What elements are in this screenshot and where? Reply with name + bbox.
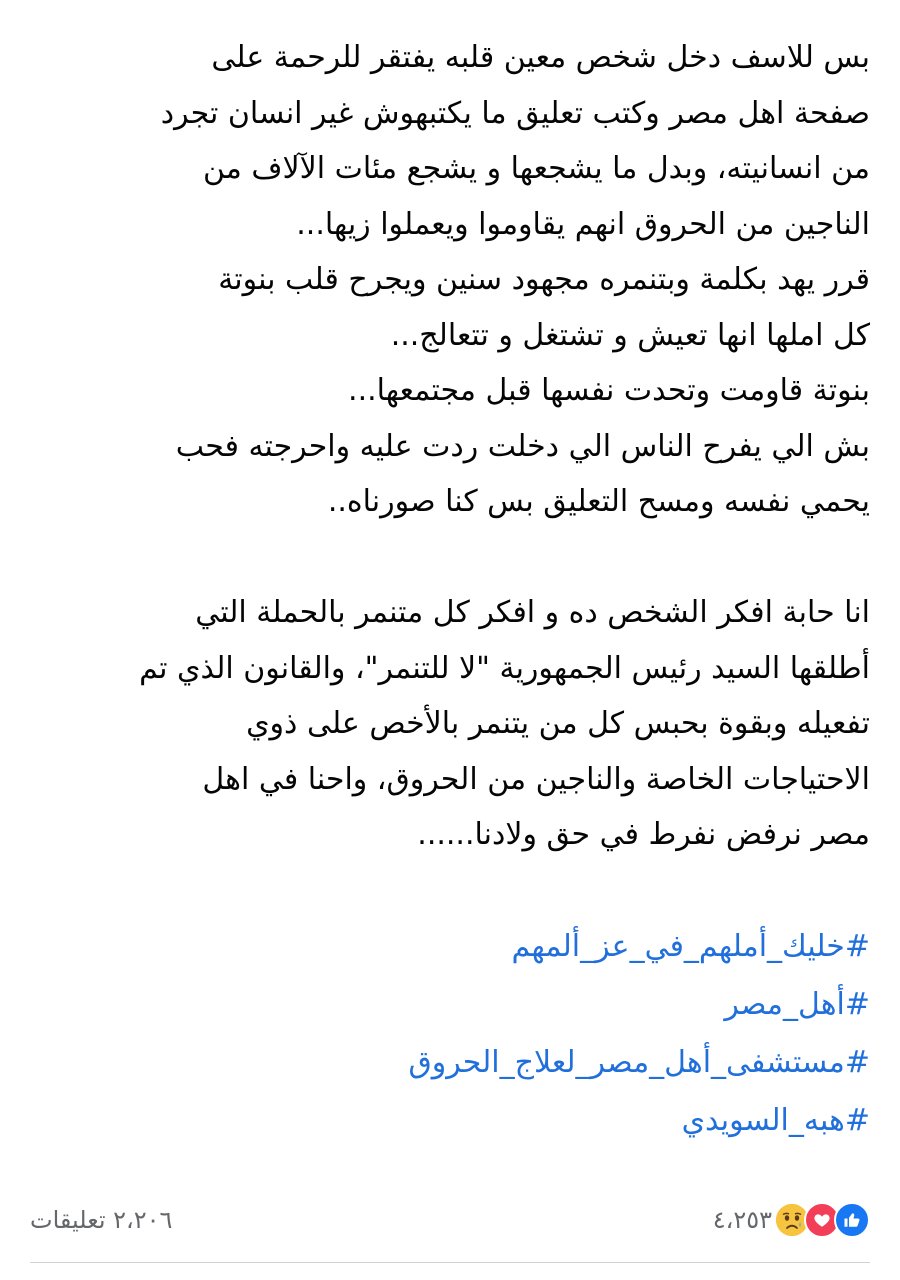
paragraph-spacer <box>30 530 870 586</box>
post-text-line: تفعيله وبقوة بحبس كل من يتنمر بالأخص على ذوي <box>246 706 870 741</box>
post-text-line: الناجين من الحروق انهم يقاوموا ويعملوا زيها... <box>296 206 870 242</box>
post-footer <box>30 1198 870 1242</box>
post-text-line: بس للاسف دخل شخص معين قلبه يفتقر للرحمة على <box>211 40 870 75</box>
post-text-line: الاحتياجات الخاصة والناجين من الحروق، واحنا في اهل <box>202 761 870 797</box>
hashtag-link[interactable]: #أهل_مصر <box>724 987 870 1022</box>
divider <box>30 1262 870 1263</box>
hashtag-list <box>30 918 870 1150</box>
post-text-line: من انسانيته، وبدل ما يشجعها و يشجع مئات الآلاف من <box>202 151 870 186</box>
post-text-line: بش الي يفرح الناس الي دخلت ردت عليه واحرجته فحب <box>175 428 870 464</box>
hashtag-link[interactable]: #هبه_السويدي <box>681 1103 870 1138</box>
post-text-line: أطلقها السيد رئيس الجمهورية "لا للتنمر"، والقانون الذي تم <box>139 650 870 686</box>
post-text-line: كل املها انها تعيش و تشتغل و تتعالج... <box>390 317 870 353</box>
reaction-count: ٤،٢٥٣ <box>712 1206 772 1234</box>
reactions-summary[interactable] <box>713 1198 870 1242</box>
like-icon <box>834 1202 870 1238</box>
post-text-line: يحمي نفسه ومسح التعليق بس كنا صورناه.. <box>327 484 870 519</box>
post-text-line: صفحة اهل مصر وكتب تعليق ما يكتبهوش غير انسان تجرد <box>160 95 870 131</box>
post-text-line: انا حابة افكر الشخص ده و افكر كل متنمر بالحملة التي <box>195 595 870 630</box>
post-body <box>30 30 870 1150</box>
comments-count-link[interactable]: ٢،٢٠٦ تعليقات <box>30 1206 173 1234</box>
paragraph-spacer <box>30 863 870 919</box>
post-text-line: قرر يهد بكلمة وبتنمره مجهود سنين ويجرح قلب بنوتة <box>218 262 870 297</box>
post-text-line: بنوتة قاومت وتحدت نفسها قبل مجتمعها... <box>348 373 870 408</box>
hashtag-link[interactable]: #مستشفى_أهل_مصر_لعلاج_الحروق <box>408 1045 870 1080</box>
hashtag-link[interactable]: #خليك_أملهم_في_عز_ألمهم <box>511 929 870 964</box>
post-text-line: مصر نرفض نفرط في حق ولادنا...... <box>417 817 870 852</box>
